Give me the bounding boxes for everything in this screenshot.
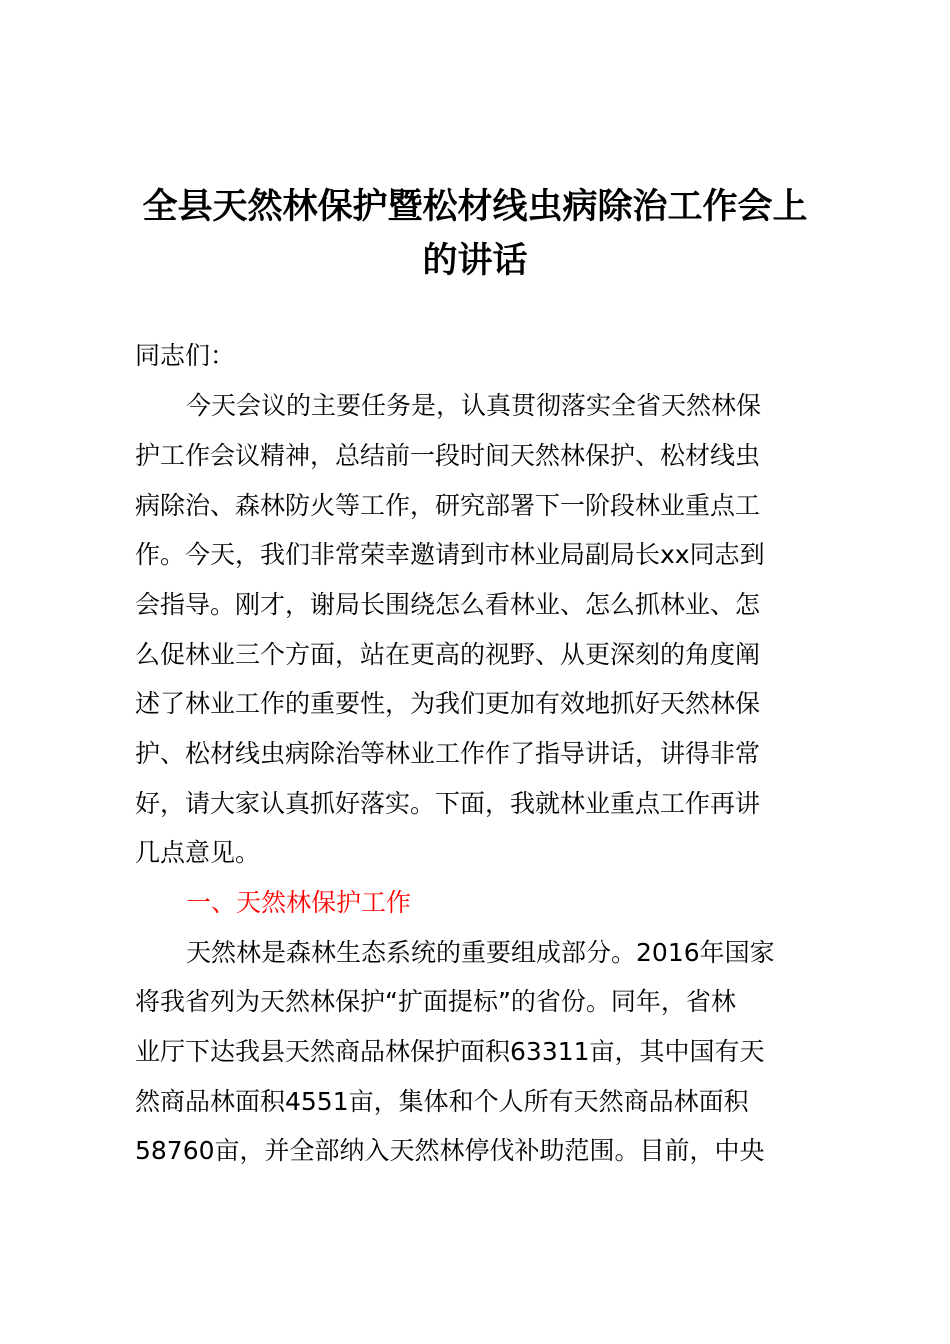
paragraph-1-line: 护工作会议精神，总结前一段时间天然林保护、松材线虫 (135, 441, 761, 470)
paragraph-1-line: 几点意见。 (135, 838, 261, 867)
paragraph-1-line: 好，请大家认真抓好落实。下面，我就林业重点工作再讲 (135, 789, 761, 818)
paragraph-2-line: 将我省列为天然林保护“扩面提标”的省份。同年，省林 (135, 987, 736, 1016)
paragraph-1-line: 么促林业三个方面，站在更高的视野、从更深刻的角度阐 (135, 640, 761, 669)
paragraph-1-line: 述了林业工作的重要性，为我们更加有效地抓好天然林保 (135, 689, 761, 718)
section-1-heading: 一、天然林保护工作 (186, 888, 412, 917)
document-title-line-1: 全县天然林保护暨松材线虫病除治工作会上 (142, 187, 808, 227)
paragraph-2-line: 天然林是森林生态系统的重要组成部分。2016年国家 (186, 938, 775, 967)
paragraph-1-line: 今天会议的主要任务是，认真贯彻落实全省天然林保 (186, 391, 762, 420)
document-title-line-2: 的讲话 (422, 241, 528, 281)
paragraph-1-line: 病除治、森林防火等工作，研究部署下一阶段林业重点工 (135, 491, 761, 520)
salutation: 同志们： (135, 341, 236, 370)
paragraph-2-line: 58760亩，并全部纳入天然林停伐补助范围。目前，中央 (135, 1136, 765, 1165)
paragraph-2-line: 业厅下达我县天然商品林保护面积63311亩，其中国有天 (135, 1037, 765, 1066)
paragraph-2-line: 然商品林面积4551亩，集体和个人所有天然商品林面积 (135, 1087, 749, 1116)
paragraph-1-line: 作。今天，我们非常荣幸邀请到市林业局副局长xx同志到 (135, 540, 765, 569)
paragraph-1-line: 会指导。刚才，谢局长围绕怎么看林业、怎么抓林业、怎 (135, 590, 761, 619)
paragraph-1-line: 护、松材线虫病除治等林业工作作了指导讲话，讲得非常 (135, 739, 761, 768)
